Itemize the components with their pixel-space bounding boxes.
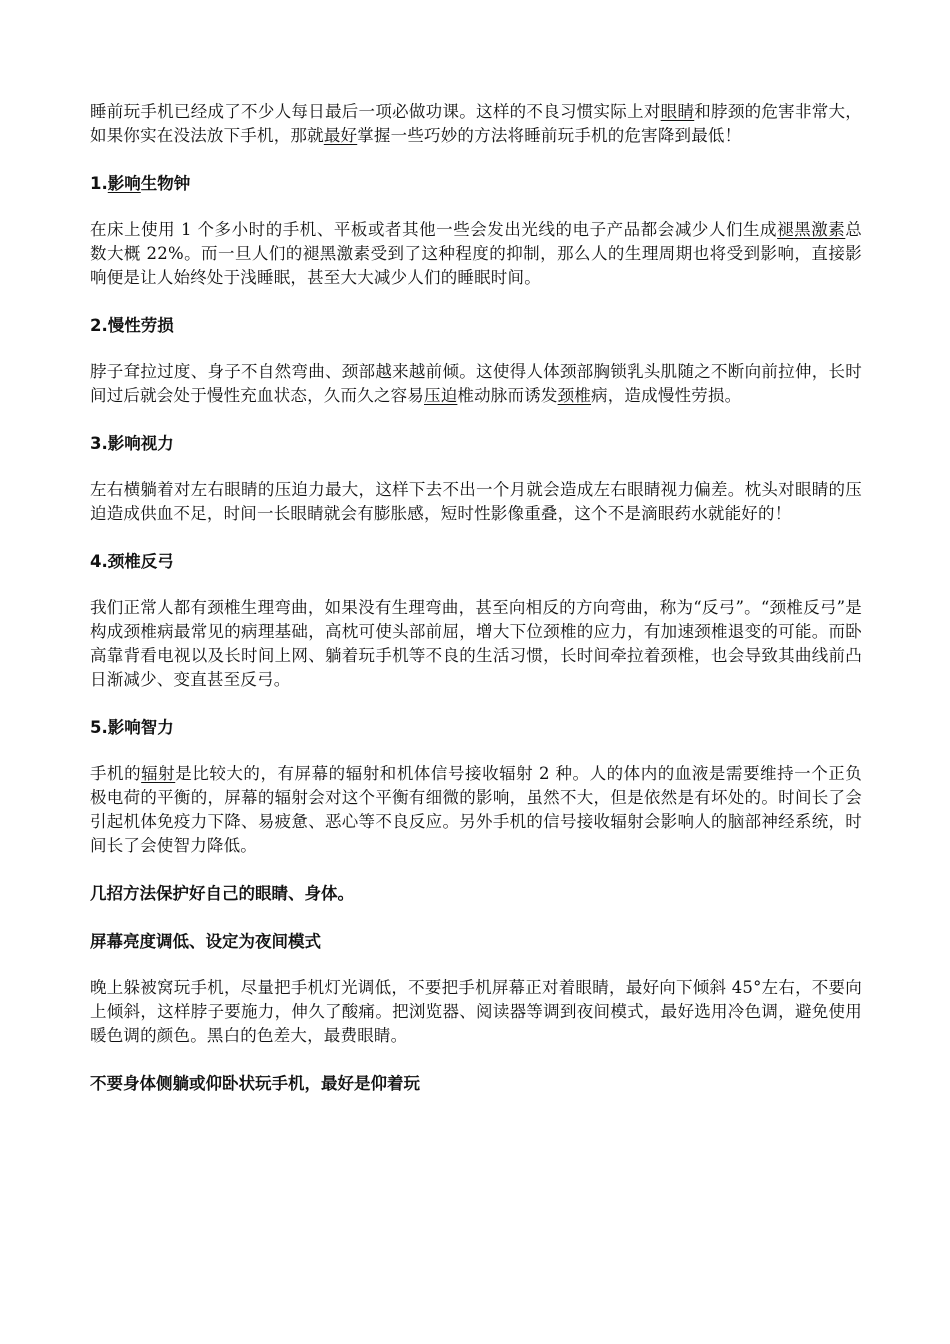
document-page [90, 100, 862, 1096]
tip-1-title: 屏幕亮度调低、设定为夜间模式 [90, 932, 321, 951]
link-best[interactable]: 最好 [323, 126, 358, 145]
section-3-paragraph: 左右横躺着对左右眼睛的压迫力最大，这样下去不出一个月就会造成左右眼睛视力偏差。枕头对眼睛的压迫造成供血不足，时间一长眼睛就会有膨胀感，短时性影像重叠，这个不是滴眼药水就能好的！ [90, 480, 862, 523]
section-2-title: 2.慢性劳损 [90, 316, 174, 335]
link-melatonin[interactable]: 褪黑激素 [777, 220, 846, 239]
tips-heading: 几招方法保护好自己的眼睛、身体。 [90, 884, 354, 903]
section-1-paragraph: 在床上使用 1 个多小时的手机、平板或者其他一些会发出光线的电子产品都会减少人们生成褪黑激素总数大概 22%。而一旦人们的褪黑激素受到了这种程度的抑制，那么人的生理周期也将受到影响，直接影响便是让人始终处于浅睡眠，甚至大大减少人们的睡眠时间。 [90, 220, 862, 287]
intro-paragraph [90, 100, 862, 148]
link-eyes[interactable]: 眼睛 [660, 102, 695, 121]
link-influence[interactable]: 影响 [107, 174, 141, 193]
link-radiation[interactable]: 辐射 [141, 764, 176, 783]
section-5-title: 5.影响智力 [90, 718, 174, 737]
intro-text-2: 和脖颈的危害非常大，如果你实在没法放下手机，那就 [90, 102, 863, 145]
tip-2-title: 不要身体侧躺或仰卧状玩手机，最好是仰着玩 [90, 1074, 420, 1093]
section-4-title: 4.颈椎反弓 [90, 552, 174, 571]
tip-1-paragraph: 晚上躲被窝玩手机，尽量把手机灯光调低，不要把手机屏幕正对着眼睛，最好向下倾斜 45°左右，不要向上倾斜，这样脖子要施力，伸久了酸痛。把浏览器、阅读器等调到夜间模式，最好选用冷色调，避免使用暖色调的颜色。黑白的色差大，最费眼睛。 [90, 978, 862, 1045]
link-cervical[interactable]: 颈椎 [557, 386, 592, 405]
section-4-paragraph: 我们正常人都有颈椎生理弯曲，如果没有生理弯曲，甚至向相反的方向弯曲，称为“反弓”。“颈椎反弓”是构成颈椎病最常见的病理基础，高枕可使头部前屈，增大下位颈椎的应力，有加速颈椎退变的可能。而卧高靠背看电视以及长时间上网、躺着玩手机等不良的生活习惯，长时间牵拉着颈椎，也会导致其曲线前凸日渐减少、变直甚至反弓。 [90, 598, 862, 689]
intro-text-1: 睡前玩手机已经成了不少人每日最后一项必做功课。这样的不良习惯实际上对 [90, 102, 661, 121]
link-compress[interactable]: 压迫 [424, 386, 458, 405]
intro-text-3: 掌握一些巧妙的方法将睡前玩手机的危害降到最低！ [357, 126, 742, 145]
section-1-title: 1.影响生物钟 [90, 174, 191, 193]
section-3-title: 3.影响视力 [90, 434, 174, 453]
section-2-paragraph: 脖子耷拉过度、身子不自然弯曲、颈部越来越前倾。这使得人体颈部胸锁乳头肌随之不断向前拉伸，长时间过后就会处于慢性充血状态，久而久之容易压迫椎动脉而诱发颈椎病，造成慢性劳损。 [90, 362, 862, 405]
section-5-paragraph: 手机的辐射是比较大的，有屏幕的辐射和机体信号接收辐射 2 种。人的体内的血液是需要维持一个正负极电荷的平衡的，屏幕的辐射会对这个平衡有细微的影响，虽然不大，但是依然是有坏处的。时间长了会引起机体免疫力下降、易疲惫、恶心等不良反应。另外手机的信号接收辐射会影响人的脑部神经系统，时间长了会使智力降低。 [90, 764, 862, 855]
